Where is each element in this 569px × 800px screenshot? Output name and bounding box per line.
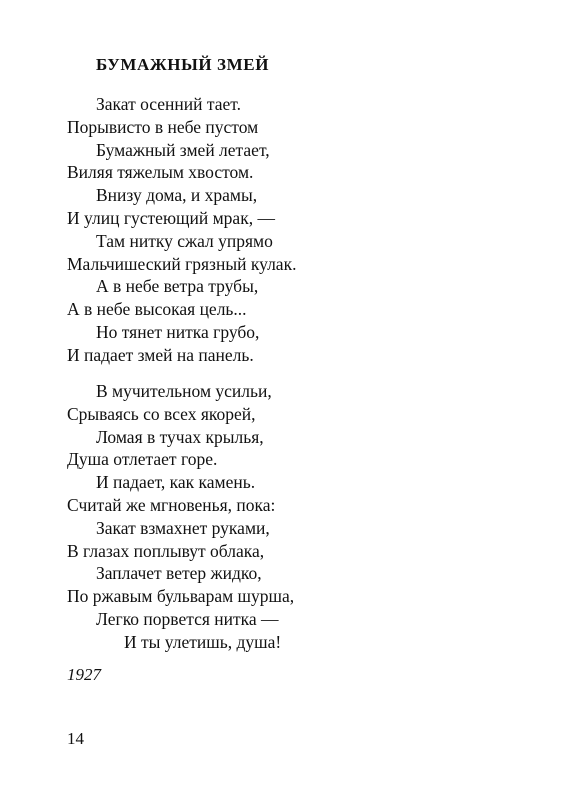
poem-line: Считай же мгновенья, пока: bbox=[67, 494, 276, 515]
poem-line: Срываясь со всех якорей, bbox=[67, 403, 256, 424]
poem-line: По ржавым бульварам шурша, bbox=[67, 586, 295, 607]
poem-line: Виляя тяжелым хвостом. bbox=[67, 162, 254, 183]
poem-line: И улиц густеющий мрак, — bbox=[67, 207, 275, 228]
poem-line: В мучительном усильи, bbox=[96, 381, 272, 401]
poem-line: И падает змей на панель. bbox=[67, 344, 254, 365]
stanza-1 bbox=[67, 93, 296, 367]
poem-line: Порывисто в небе пустом bbox=[67, 116, 259, 137]
poem-line: Закат осенний тает. bbox=[96, 94, 241, 114]
poem-line: Бумажный змей летает, bbox=[96, 139, 270, 160]
poem-line: А в небе высокая цель... bbox=[67, 299, 247, 320]
page-number: 14 bbox=[67, 729, 84, 748]
poem-line: Ломая в тучах крылья, bbox=[96, 426, 264, 447]
poem-line: Легко порвется нитка — bbox=[96, 608, 279, 629]
poem-line: А в небе ветра трубы, bbox=[96, 276, 259, 297]
poem-line: Душа отлетает горе. bbox=[67, 449, 218, 470]
poem-line: И ты улетишь, душа! bbox=[124, 631, 282, 652]
poem-line: И падает, как камень. bbox=[96, 472, 256, 493]
poem-line: Внизу дома, и храмы, bbox=[96, 185, 258, 206]
poem-line: Заплачет ветер жидко, bbox=[96, 563, 262, 584]
poem-line: Там нитку сжал упрямо bbox=[96, 230, 273, 251]
poem-line: Мальчишеский грязный кулак. bbox=[67, 253, 297, 274]
poem-line: Закат взмахнет руками, bbox=[96, 517, 270, 538]
poem-title: БУМАЖНЫЙ ЗМЕЙ bbox=[96, 55, 270, 74]
poem-line: В глазах поплывут облака, bbox=[67, 540, 265, 561]
poem-date: 1927 bbox=[67, 665, 101, 684]
stanza-2 bbox=[67, 380, 294, 654]
poem-line: Но тянет нитка грубо, bbox=[96, 321, 260, 342]
